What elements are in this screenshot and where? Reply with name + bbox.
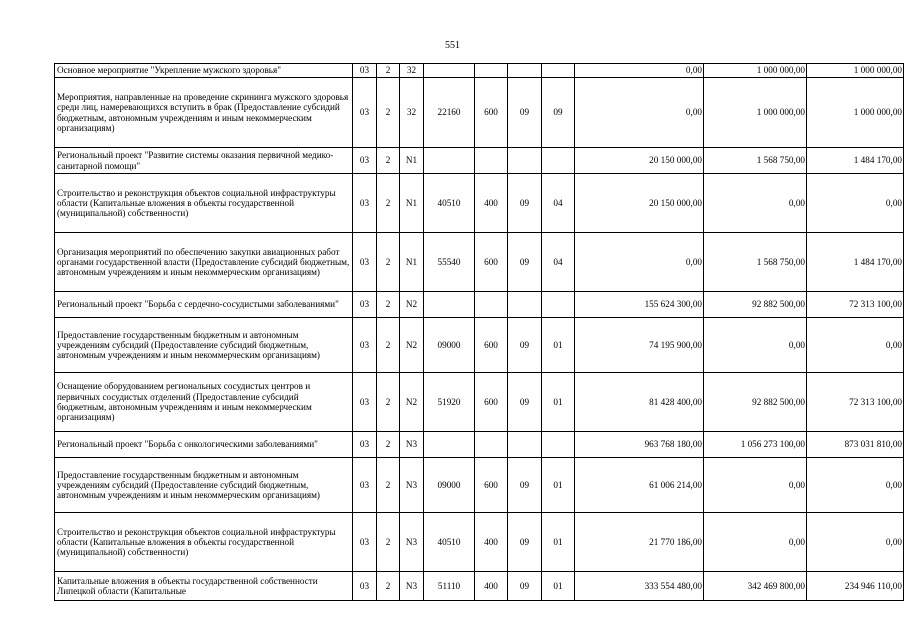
row-name-cell: Предоставление государственным бюджетным и автономным учреждениям субсидий (Предоставление субсидий бюджетным, автономным учреждениям и иным некоммерческим организациям) — [55, 318, 353, 373]
subsection-cell — [542, 292, 575, 318]
direction-code-cell: 09000 — [424, 318, 475, 373]
row-name-cell: Строительство и реконструкция объектов социальной инфраструктуры области (Капитальные вложения в объекты государственной (муниципальной) собственности) — [55, 513, 353, 572]
amount-year-2-cell: 1 000 000,00 — [704, 78, 807, 148]
direction-code-cell: 09000 — [424, 458, 475, 513]
event-code-cell: N3 — [400, 513, 424, 572]
section-cell: 09 — [508, 174, 542, 233]
subsection-cell — [542, 432, 575, 458]
amount-year-2-cell: 0,00 — [704, 174, 807, 233]
program-code-cell: 03 — [353, 233, 377, 292]
amount-year-1-cell: 0,00 — [575, 233, 704, 292]
section-cell: 09 — [508, 233, 542, 292]
event-code-cell: N2 — [400, 373, 424, 432]
amount-year-1-cell: 20 150 000,00 — [575, 174, 704, 233]
event-code-cell: N2 — [400, 292, 424, 318]
subsection-cell: 04 — [542, 174, 575, 233]
subprogram-code-cell: 2 — [377, 432, 400, 458]
program-code-cell: 03 — [353, 292, 377, 318]
amount-year-1-cell: 81 428 400,00 — [575, 373, 704, 432]
subprogram-code-cell: 2 — [377, 64, 400, 78]
expense-type-cell — [475, 148, 508, 174]
expense-type-cell: 600 — [475, 233, 508, 292]
amount-year-2-cell: 342 469 800,00 — [704, 572, 807, 601]
expense-type-cell: 400 — [475, 572, 508, 601]
row-name-cell: Оснащение оборудованием региональных сосудистых центров и первичных сосудистых отделений (Предоставление субсидий бюджетным, автономным учреждениям и иным некоммерческим организациям) — [55, 373, 353, 432]
table-row — [55, 292, 904, 318]
amount-year-3-cell: 0,00 — [807, 174, 904, 233]
section-cell — [508, 292, 542, 318]
section-cell: 09 — [508, 458, 542, 513]
amount-year-1-cell: 0,00 — [575, 78, 704, 148]
program-code-cell: 03 — [353, 64, 377, 78]
section-cell: 09 — [508, 318, 542, 373]
amount-year-3-cell: 0,00 — [807, 458, 904, 513]
program-code-cell: 03 — [353, 148, 377, 174]
row-name-cell: Основное мероприятие "Укрепление мужского здоровья" — [55, 64, 353, 78]
table-row — [55, 458, 904, 513]
table-row — [55, 513, 904, 572]
event-code-cell: N2 — [400, 318, 424, 373]
section-cell: 09 — [508, 572, 542, 601]
section-cell: 09 — [508, 373, 542, 432]
amount-year-3-cell: 0,00 — [807, 513, 904, 572]
direction-code-cell: 51110 — [424, 572, 475, 601]
table-row — [55, 174, 904, 233]
subprogram-code-cell: 2 — [377, 513, 400, 572]
expense-type-cell: 600 — [475, 373, 508, 432]
expense-type-cell: 400 — [475, 513, 508, 572]
program-code-cell: 03 — [353, 318, 377, 373]
section-cell — [508, 64, 542, 78]
table-row — [55, 233, 904, 292]
budget-table — [54, 63, 904, 601]
subprogram-code-cell: 2 — [377, 174, 400, 233]
amount-year-3-cell: 1 000 000,00 — [807, 64, 904, 78]
program-code-cell: 03 — [353, 572, 377, 601]
expense-type-cell: 600 — [475, 458, 508, 513]
subsection-cell: 01 — [542, 572, 575, 601]
event-code-cell: N1 — [400, 233, 424, 292]
amount-year-2-cell: 0,00 — [704, 318, 807, 373]
expense-type-cell: 600 — [475, 78, 508, 148]
amount-year-2-cell: 1 000 000,00 — [704, 64, 807, 78]
page-number: 551 — [445, 40, 460, 51]
subsection-cell: 01 — [542, 373, 575, 432]
subsection-cell: 09 — [542, 78, 575, 148]
amount-year-2-cell: 1 056 273 100,00 — [704, 432, 807, 458]
subsection-cell: 01 — [542, 513, 575, 572]
amount-year-1-cell: 155 624 300,00 — [575, 292, 704, 318]
amount-year-3-cell: 1 000 000,00 — [807, 78, 904, 148]
row-name-cell: Мероприятия, направленные на проведение скрининга мужского здоровья среди лиц, намеревающихся вступить в брак (Предоставление субсидий бюджетным, автономным учреждениям и иным некоммерческим организациям) — [55, 78, 353, 148]
row-name-cell: Строительство и реконструкция объектов социальной инфраструктуры области (Капитальные вложения в объекты государственной (муниципальной) собственности) — [55, 174, 353, 233]
direction-code-cell — [424, 64, 475, 78]
subprogram-code-cell: 2 — [377, 373, 400, 432]
subprogram-code-cell: 2 — [377, 78, 400, 148]
direction-code-cell: 22160 — [424, 78, 475, 148]
amount-year-3-cell: 873 031 810,00 — [807, 432, 904, 458]
amount-year-2-cell: 92 882 500,00 — [704, 373, 807, 432]
program-code-cell: 03 — [353, 513, 377, 572]
direction-code-cell: 40510 — [424, 513, 475, 572]
budget-table-body — [55, 64, 904, 601]
amount-year-1-cell: 333 554 480,00 — [575, 572, 704, 601]
amount-year-2-cell: 1 568 750,00 — [704, 233, 807, 292]
amount-year-2-cell: 0,00 — [704, 513, 807, 572]
amount-year-1-cell: 74 195 900,00 — [575, 318, 704, 373]
subsection-cell — [542, 148, 575, 174]
amount-year-3-cell: 72 313 100,00 — [807, 292, 904, 318]
amount-year-1-cell: 0,00 — [575, 64, 704, 78]
direction-code-cell — [424, 292, 475, 318]
amount-year-2-cell: 1 568 750,00 — [704, 148, 807, 174]
subprogram-code-cell: 2 — [377, 292, 400, 318]
table-row — [55, 148, 904, 174]
amount-year-3-cell: 0,00 — [807, 318, 904, 373]
row-name-cell: Региональный проект "Развитие системы оказания первичной медико-санитарной помощи" — [55, 148, 353, 174]
subprogram-code-cell: 2 — [377, 318, 400, 373]
subprogram-code-cell: 2 — [377, 458, 400, 513]
amount-year-1-cell: 21 770 186,00 — [575, 513, 704, 572]
subsection-cell: 04 — [542, 233, 575, 292]
expense-type-cell — [475, 432, 508, 458]
direction-code-cell: 51920 — [424, 373, 475, 432]
subsection-cell: 01 — [542, 318, 575, 373]
row-name-cell: Организация мероприятий по обеспечению закупки авиационных работ органами государственной власти (Предоставление субсидий бюджетным, автономным учреждениям и иным некоммерческим организациям) — [55, 233, 353, 292]
program-code-cell: 03 — [353, 78, 377, 148]
program-code-cell: 03 — [353, 458, 377, 513]
row-name-cell: Региональный проект "Борьба с онкологическими заболеваниями" — [55, 432, 353, 458]
amount-year-2-cell: 0,00 — [704, 458, 807, 513]
program-code-cell: 03 — [353, 432, 377, 458]
amount-year-1-cell: 963 768 180,00 — [575, 432, 704, 458]
table-row — [55, 318, 904, 373]
amount-year-1-cell: 20 150 000,00 — [575, 148, 704, 174]
amount-year-3-cell: 234 946 110,00 — [807, 572, 904, 601]
program-code-cell: 03 — [353, 373, 377, 432]
table-row — [55, 78, 904, 148]
amount-year-3-cell: 1 484 170,00 — [807, 233, 904, 292]
table-row — [55, 64, 904, 78]
expense-type-cell: 400 — [475, 174, 508, 233]
subsection-cell: 01 — [542, 458, 575, 513]
table-row — [55, 373, 904, 432]
section-cell: 09 — [508, 513, 542, 572]
program-code-cell: 03 — [353, 174, 377, 233]
expense-type-cell — [475, 292, 508, 318]
expense-type-cell: 600 — [475, 318, 508, 373]
event-code-cell: 32 — [400, 64, 424, 78]
amount-year-1-cell: 61 006 214,00 — [575, 458, 704, 513]
amount-year-3-cell: 1 484 170,00 — [807, 148, 904, 174]
event-code-cell: N1 — [400, 174, 424, 233]
row-name-cell: Региональный проект "Борьба с сердечно-сосудистыми заболеваниями" — [55, 292, 353, 318]
section-cell — [508, 148, 542, 174]
section-cell: 09 — [508, 78, 542, 148]
subsection-cell — [542, 64, 575, 78]
amount-year-3-cell: 72 313 100,00 — [807, 373, 904, 432]
direction-code-cell: 40510 — [424, 174, 475, 233]
section-cell — [508, 432, 542, 458]
amount-year-2-cell: 92 882 500,00 — [704, 292, 807, 318]
event-code-cell: N1 — [400, 148, 424, 174]
subprogram-code-cell: 2 — [377, 233, 400, 292]
event-code-cell: N3 — [400, 432, 424, 458]
direction-code-cell — [424, 432, 475, 458]
event-code-cell: N3 — [400, 458, 424, 513]
event-code-cell: 32 — [400, 78, 424, 148]
expense-type-cell — [475, 64, 508, 78]
direction-code-cell: 55540 — [424, 233, 475, 292]
direction-code-cell — [424, 148, 475, 174]
row-name-cell: Предоставление государственным бюджетным и автономным учреждениям субсидий (Предоставление субсидий бюджетным, автономным учреждениям и иным некоммерческим организациям) — [55, 458, 353, 513]
subprogram-code-cell: 2 — [377, 148, 400, 174]
event-code-cell: N3 — [400, 572, 424, 601]
table-row — [55, 432, 904, 458]
row-name-cell: Капитальные вложения в объекты государственной собственности Липецкой области (Капитальные — [55, 572, 353, 601]
table-row — [55, 572, 904, 601]
subprogram-code-cell: 2 — [377, 572, 400, 601]
